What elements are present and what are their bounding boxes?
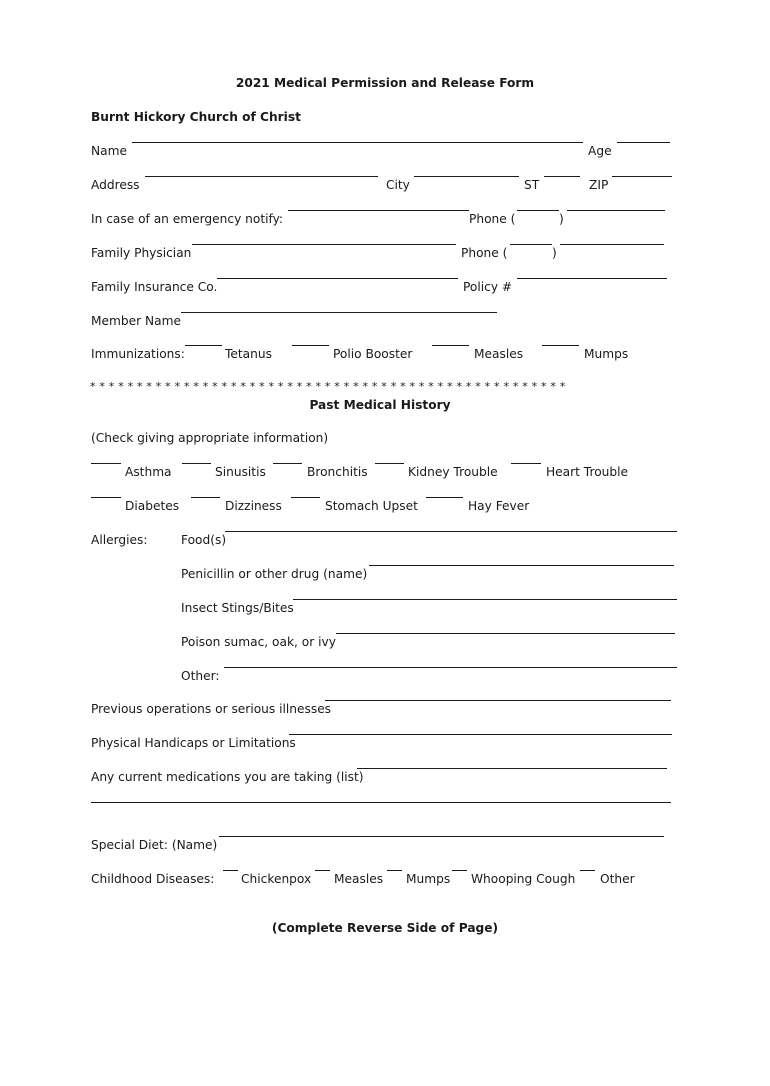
insurance-row xyxy=(0,278,770,296)
history-row-1 xyxy=(0,463,770,481)
immunizations-row xyxy=(0,345,770,363)
immunizations-label: Immunizations: xyxy=(91,347,185,361)
special-diet-field[interactable] xyxy=(219,836,664,837)
age-label: Age xyxy=(588,144,612,158)
policy-label: Policy # xyxy=(463,280,513,294)
handicaps-label: Physical Handicaps or Limitations xyxy=(91,736,296,750)
zip-label: ZIP xyxy=(589,178,609,192)
allergy-drug-row xyxy=(0,565,770,583)
polio-checkbox[interactable] xyxy=(292,345,329,346)
form-title: 2021 Medical Permission and Release Form xyxy=(235,76,535,90)
physician-area-code-field[interactable] xyxy=(510,244,552,245)
insurance-label: Family Insurance Co. xyxy=(91,280,218,294)
sinusitis-label: Sinusitis xyxy=(215,465,266,479)
hay-fever-label: Hay Fever xyxy=(468,499,530,513)
poison-allergy-label: Poison sumac, oak, or ivy xyxy=(181,635,336,649)
drug-allergy-label: Penicillin or other drug (name) xyxy=(181,567,368,581)
special-diet-label: Special Diet: (Name) xyxy=(91,838,218,852)
allergy-food-row xyxy=(0,531,770,549)
insurance-field[interactable] xyxy=(217,278,458,279)
other-allergy-field[interactable] xyxy=(224,667,677,668)
whooping-cough-label: Whooping Cough xyxy=(471,872,576,886)
mumps-label: Mumps xyxy=(584,347,629,361)
address-label: Address xyxy=(91,178,140,192)
address-row xyxy=(0,176,770,194)
kidney-trouble-checkbox[interactable] xyxy=(375,463,404,464)
tetanus-checkbox[interactable] xyxy=(185,345,222,346)
kidney-trouble-label: Kidney Trouble xyxy=(408,465,498,479)
emergency-label: In case of an emergency notify: xyxy=(91,212,284,226)
physician-label: Family Physician xyxy=(91,246,192,260)
history-instruction: (Check giving appropriate information) xyxy=(91,431,329,445)
asthma-checkbox[interactable] xyxy=(91,463,121,464)
city-label: City xyxy=(386,178,410,192)
st-label: ST xyxy=(524,178,540,192)
insect-allergy-label: Insect Stings/Bites xyxy=(181,601,294,615)
chickenpox-label: Chickenpox xyxy=(241,872,312,886)
emergency-row xyxy=(0,210,770,228)
heart-trouble-checkbox[interactable] xyxy=(511,463,541,464)
medications-row xyxy=(0,768,770,786)
handicaps-field[interactable] xyxy=(289,734,672,735)
medications-field[interactable] xyxy=(357,768,667,769)
polio-label: Polio Booster xyxy=(333,347,413,361)
star-separator: * * * * * * * * * * * * * * * * * * * * * * * * * * * * * * * * * * * * * * * * * * * * * * * * * * * xyxy=(90,380,566,393)
heart-trouble-label: Heart Trouble xyxy=(546,465,628,479)
member-row xyxy=(0,312,770,330)
childhood-label: Childhood Diseases: xyxy=(91,872,215,886)
food-allergy-label: Food(s) xyxy=(181,533,227,547)
chickenpox-checkbox[interactable] xyxy=(223,870,238,871)
organization-name: Burnt Hickory Church of Christ xyxy=(91,110,301,124)
childhood-mumps-label: Mumps xyxy=(406,872,451,886)
operations-label: Previous operations or serious illnesses xyxy=(91,702,332,716)
diabetes-checkbox[interactable] xyxy=(91,497,121,498)
paren-close: ) xyxy=(559,212,564,226)
hay-fever-checkbox[interactable] xyxy=(426,497,463,498)
physician-row xyxy=(0,244,770,262)
whooping-cough-checkbox[interactable] xyxy=(452,870,467,871)
emergency-area-code-field[interactable] xyxy=(517,210,559,211)
city-field[interactable] xyxy=(414,176,519,177)
special-diet-row xyxy=(0,836,770,854)
physician-phone-label: Phone ( xyxy=(461,246,508,260)
member-name-field[interactable] xyxy=(181,312,497,313)
policy-field[interactable] xyxy=(517,278,667,279)
operations-row xyxy=(0,700,770,718)
paren-close: ) xyxy=(552,246,557,260)
age-field[interactable] xyxy=(617,142,670,143)
childhood-mumps-checkbox[interactable] xyxy=(387,870,402,871)
allergy-insect-row xyxy=(0,599,770,617)
zip-field[interactable] xyxy=(612,176,672,177)
address-field[interactable] xyxy=(145,176,378,177)
operations-field[interactable] xyxy=(325,700,671,701)
childhood-other-label: Other xyxy=(600,872,635,886)
bronchitis-checkbox[interactable] xyxy=(273,463,302,464)
medications-label: Any current medications you are taking (list) xyxy=(91,770,364,784)
drug-allergy-field[interactable] xyxy=(369,565,674,566)
childhood-row xyxy=(0,870,770,888)
insect-allergy-field[interactable] xyxy=(293,599,677,600)
other-allergy-label: Other: xyxy=(181,669,220,683)
emergency-phone-label: Phone ( xyxy=(469,212,516,226)
medications-field-continued[interactable] xyxy=(91,802,671,803)
tetanus-label: Tetanus xyxy=(225,347,272,361)
measles-checkbox[interactable] xyxy=(432,345,469,346)
food-allergy-field[interactable] xyxy=(225,531,677,532)
name-label: Name xyxy=(91,144,127,158)
stomach-upset-checkbox[interactable] xyxy=(291,497,320,498)
physician-field[interactable] xyxy=(192,244,456,245)
member-name-label: Member Name xyxy=(91,314,181,328)
name-age-row xyxy=(0,142,770,160)
history-row-2 xyxy=(0,497,770,515)
medications-row-2 xyxy=(0,802,770,820)
bronchitis-label: Bronchitis xyxy=(307,465,368,479)
st-field[interactable] xyxy=(544,176,580,177)
dizziness-label: Dizziness xyxy=(225,499,282,513)
measles-label: Measles xyxy=(474,347,524,361)
emergency-contact-field[interactable] xyxy=(288,210,469,211)
history-heading: Past Medical History xyxy=(309,398,451,412)
diabetes-label: Diabetes xyxy=(125,499,180,513)
poison-allergy-field[interactable] xyxy=(336,633,675,634)
handicaps-row xyxy=(0,734,770,752)
dizziness-checkbox[interactable] xyxy=(191,497,220,498)
reverse-side-note: (Complete Reverse Side of Page) xyxy=(271,921,499,935)
stomach-upset-label: Stomach Upset xyxy=(325,499,418,513)
allergy-poison-row xyxy=(0,633,770,651)
allergies-label: Allergies: xyxy=(91,533,148,547)
childhood-measles-label: Measles xyxy=(334,872,384,886)
name-field[interactable] xyxy=(132,142,583,143)
emergency-phone-field[interactable] xyxy=(567,210,665,211)
sinusitis-checkbox[interactable] xyxy=(182,463,211,464)
childhood-other-checkbox[interactable] xyxy=(580,870,595,871)
allergy-other-row xyxy=(0,667,770,685)
asthma-label: Asthma xyxy=(125,465,172,479)
physician-phone-field[interactable] xyxy=(560,244,664,245)
childhood-measles-checkbox[interactable] xyxy=(315,870,330,871)
mumps-checkbox[interactable] xyxy=(542,345,579,346)
